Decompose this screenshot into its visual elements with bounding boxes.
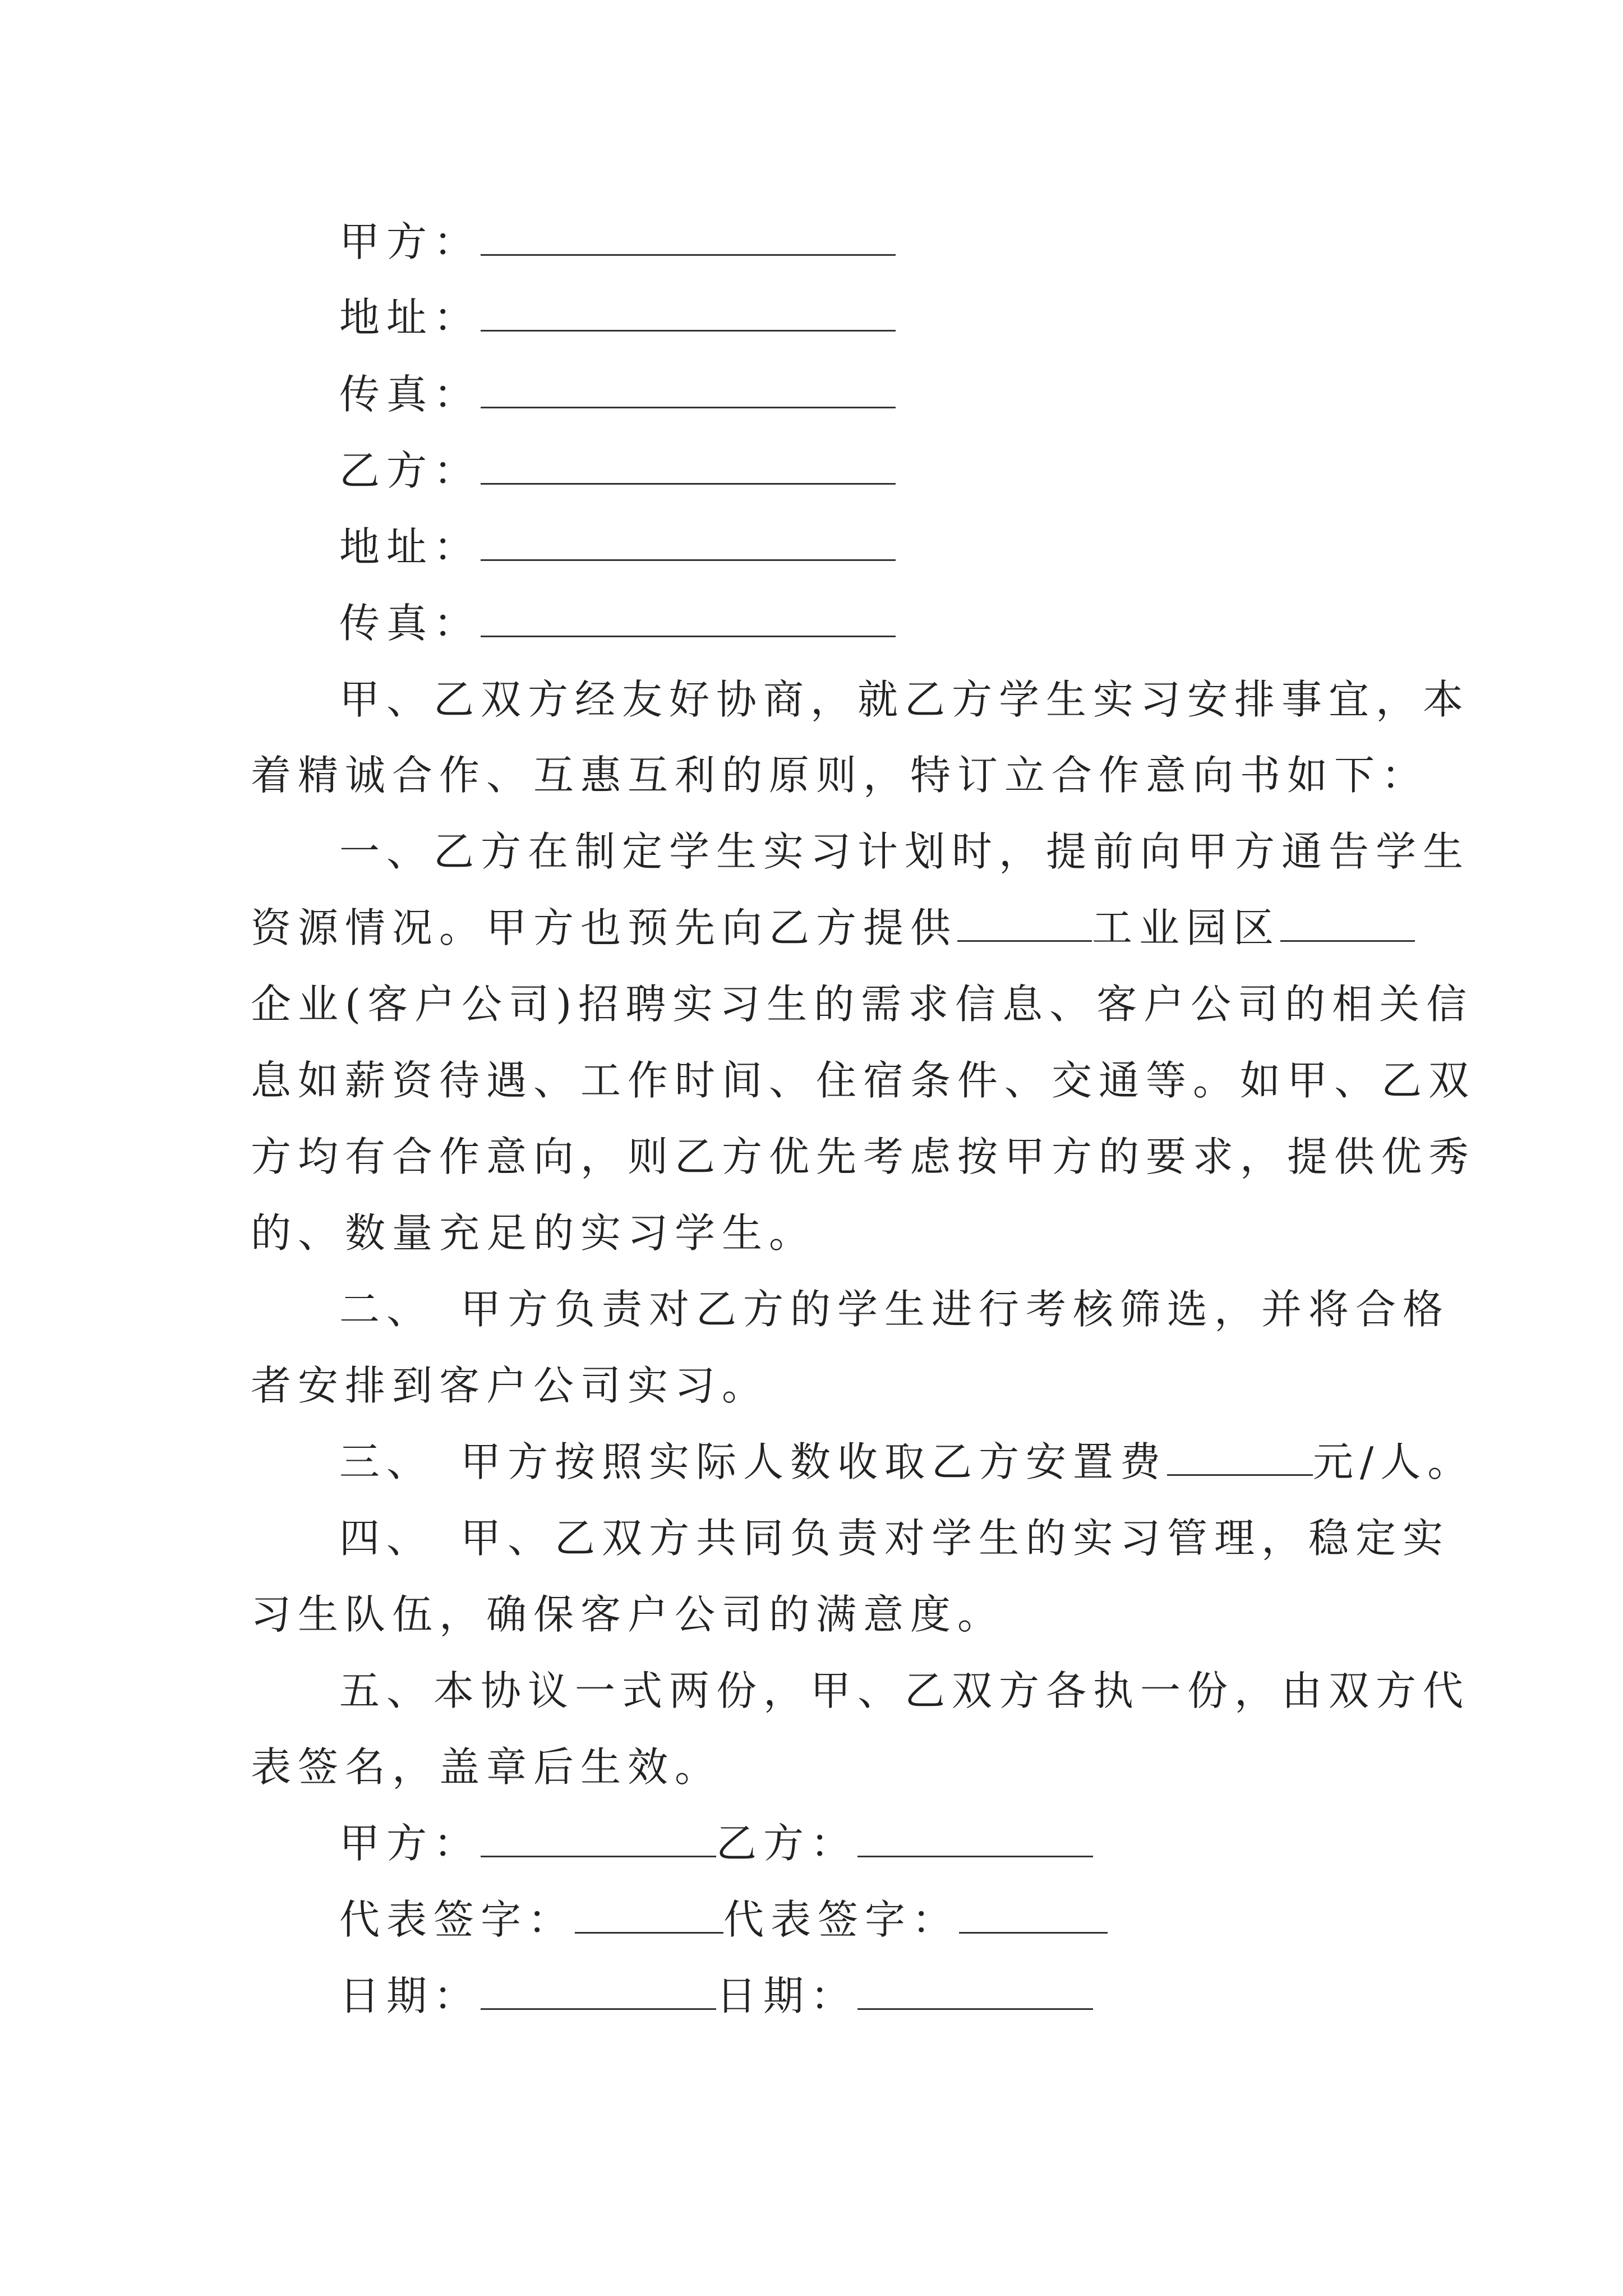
fill-blank <box>481 324 896 332</box>
clause-2-line-1: 二、 甲方负责对乙方的学生进行考核筛选，并将合格 <box>339 1286 1450 1333</box>
fill-blank <box>481 1850 716 1857</box>
clause-1-line-6: 的、数量充足的实习学生。 <box>251 1209 817 1257</box>
clause-5-line-2: 表签名，盖章后生效。 <box>251 1743 722 1791</box>
field-fax-b <box>339 600 896 647</box>
clause-3-line-1 <box>339 1438 1475 1485</box>
clause-5-line-1: 五、本协议一式两份，甲、乙双方各执一份，由双方代 <box>339 1667 1470 1714</box>
fill-blank <box>481 401 896 408</box>
field-label: 地址： <box>339 523 481 570</box>
party-a-label: 甲方： <box>339 1820 481 1867</box>
field-label: 乙方： <box>339 447 481 494</box>
field-label: 传真： <box>339 371 481 418</box>
field-label: 甲方： <box>339 218 481 265</box>
clause-text: 三、 甲方按照实际人数收取乙方安置费 <box>339 1438 1168 1485</box>
clause-1-line-1: 一、乙方在制定学生实习计划时，提前向甲方通告学生 <box>339 828 1470 875</box>
fill-blank <box>481 2003 716 2010</box>
clause-1-line-2 <box>251 904 1415 951</box>
signature-party-row <box>339 1820 1093 1867</box>
clause-1-line-3: 企业(客户公司)招聘实习生的需求信息、客户公司的相关信 <box>251 981 1474 1028</box>
clause-1-line-5: 方均有合作意向，则乙方优先考虑按甲方的要求，提供优秀 <box>251 1133 1476 1180</box>
fill-blank <box>857 1850 1093 1857</box>
clause-2-line-2: 者安排到客户公司实习。 <box>251 1362 769 1409</box>
field-party-b <box>339 447 896 494</box>
fill-blank <box>481 630 896 637</box>
signature-rep-row <box>339 1896 1108 1943</box>
fill-blank <box>1167 1469 1313 1476</box>
fill-blank <box>957 935 1092 942</box>
fill-blank <box>857 2003 1093 2010</box>
signature-date-row <box>339 1972 1093 2019</box>
fill-blank <box>959 1926 1108 1934</box>
rep-b-label: 代表签字： <box>723 1896 960 1943</box>
intro-line-1: 甲、乙双方经友好协商，就乙方学生实习安排事宜，本 <box>339 676 1470 723</box>
date-a-label: 日期： <box>339 1972 481 2019</box>
field-party-a <box>339 218 896 265</box>
field-fax-a <box>339 371 896 418</box>
fill-blank <box>481 554 896 561</box>
rep-a-label: 代表签字： <box>339 1896 575 1943</box>
field-address-b <box>339 523 896 570</box>
fill-blank <box>481 477 896 485</box>
field-label: 地址： <box>339 294 481 341</box>
fill-blank <box>1280 935 1415 942</box>
clause-4-line-1: 四、 甲、乙双方共同负责对学生的实习管理，稳定实 <box>339 1515 1450 1562</box>
field-address-a <box>339 294 896 341</box>
fill-blank <box>575 1926 723 1934</box>
field-label: 传真： <box>339 600 481 647</box>
clause-text: 工业园区 <box>1092 904 1281 951</box>
fill-blank <box>481 249 896 256</box>
date-b-label: 日期： <box>716 1972 858 2019</box>
intro-line-2: 着精诚合作、互惠互利的原则，特订立合作意向书如下： <box>251 752 1429 799</box>
clause-4-line-2: 习生队伍，确保客户公司的满意度。 <box>251 1591 1005 1638</box>
clause-1-line-4: 息如薪资待遇、工作时间、住宿条件、交通等。如甲、乙双 <box>251 1057 1476 1104</box>
party-b-label: 乙方： <box>716 1820 858 1867</box>
clause-text: 资源情况。甲方也预先向乙方提供 <box>251 904 958 951</box>
clause-text: 元/人。 <box>1313 1438 1475 1485</box>
